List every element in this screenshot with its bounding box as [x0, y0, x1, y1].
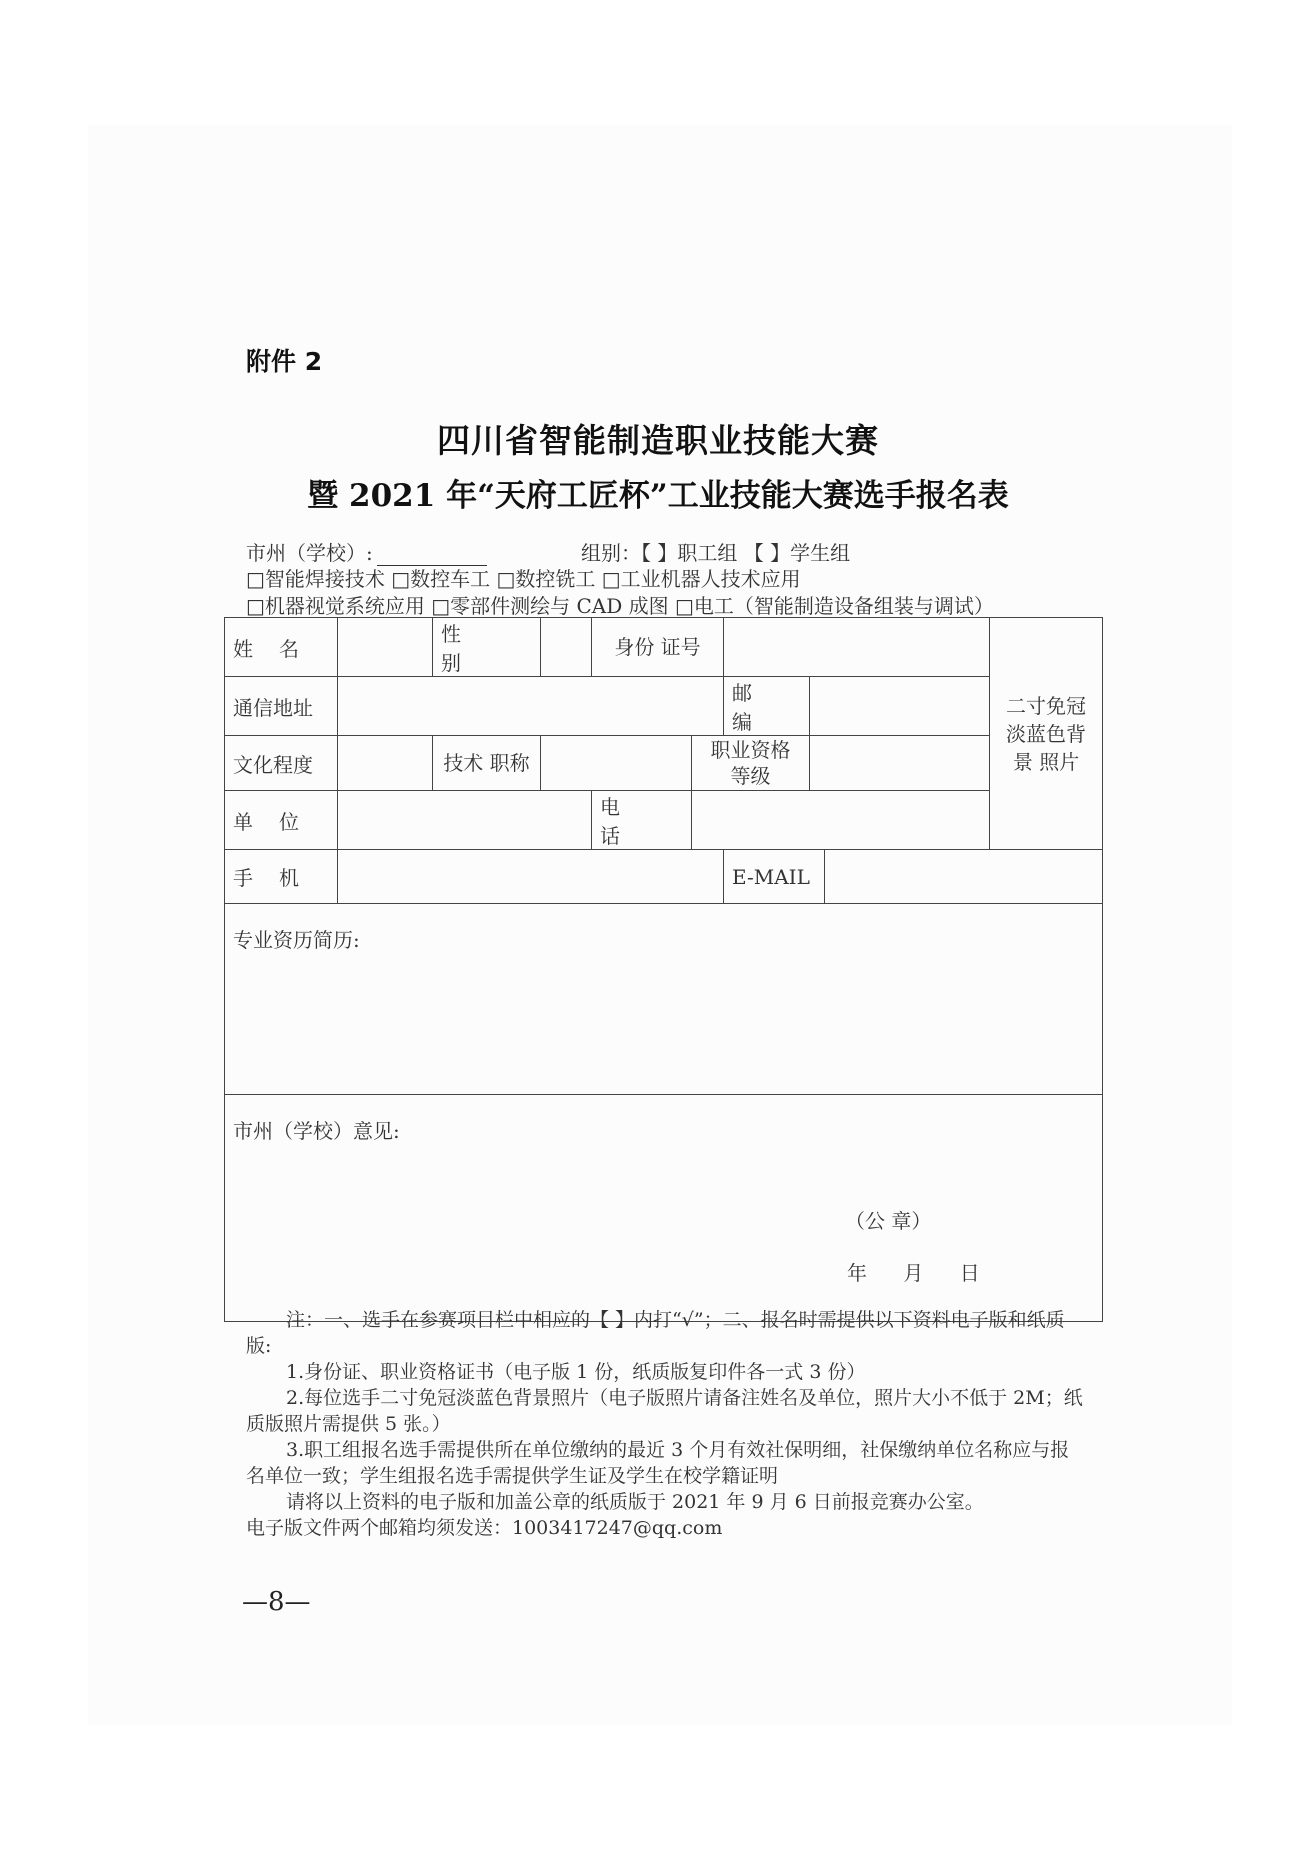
name-label: 姓名 [225, 618, 338, 677]
employer-label: 单位 [225, 791, 338, 850]
qualification-field[interactable] [810, 736, 990, 791]
resume-cell[interactable] [225, 904, 1103, 1095]
id-number-field[interactable] [724, 618, 990, 677]
resume-label: 专业资历简历: [233, 928, 360, 952]
registration-table [224, 617, 1103, 1322]
gender-field[interactable] [541, 618, 592, 677]
postcode-label: 邮编 [724, 677, 810, 736]
page-number: —8— [242, 1587, 311, 1617]
phone-label: 电话 [592, 791, 692, 850]
note-6: 电子版文件两个邮箱均须发送：1003417247@qq.com [246, 1517, 723, 1539]
email-field[interactable] [825, 850, 1103, 904]
seal-text: （公 章） [845, 1209, 932, 1233]
note-2: 1.身份证、职业资格证书（电子版 1 份，纸质版复印件各一式 3 份） [286, 1361, 866, 1383]
employer-field[interactable] [338, 791, 592, 850]
note-1: 注：一、选手在参赛项目栏中相应的【 】内打“√”；二、报名时需提供以下资料电子版和纸质版: [246, 1309, 1065, 1357]
event-options-line-2: □机器视觉系统应用 □零部件测绘与 CAD 成图 □电工（智能制造设备组装与调试） [246, 594, 994, 618]
city-label: 市州（学校）: [246, 541, 373, 565]
date-text: 年 月 日 [847, 1261, 980, 1285]
gender-label: 性别 [433, 618, 541, 677]
opinion-cell[interactable] [225, 1095, 1103, 1322]
postcode-field[interactable] [810, 677, 990, 736]
id-number-label: 身份 证号 [592, 618, 724, 677]
note-4: 3.职工组报名选手需提供所在单位缴纳的最近 3 个月有效社保明细，社保缴纳单位名称应与报名单位一致；学生组报名选手需提供学生证及学生在校学籍证明 [246, 1439, 1070, 1487]
sub-title: 暨 2021 年“天府工匠杯”工业技能大赛选手报名表 [307, 478, 1009, 514]
main-title: 四川省智能制造职业技能大赛 [437, 421, 879, 460]
photo-box: 二寸免冠 淡蓝色背景 照片 [990, 618, 1103, 850]
opinion-label: 市州（学校）意见: [233, 1119, 400, 1143]
education-field[interactable] [338, 736, 433, 791]
email-label: E-MAIL [724, 850, 825, 904]
group-options: 组别：【 】职工组 【 】学生组 [581, 541, 851, 565]
tech-title-field[interactable] [541, 736, 692, 791]
note-5: 请将以上资料的电子版和加盖公章的纸质版于 2021 年 9 月 6 日前报竞赛办公室。 [286, 1491, 984, 1513]
event-options-line-1: □智能焊接技术 □数控车工 □数控铣工 □工业机器人技术应用 [246, 567, 801, 591]
notes-section [246, 1307, 1084, 1541]
phone-field[interactable] [692, 791, 990, 850]
mobile-field[interactable] [338, 850, 724, 904]
address-field[interactable] [338, 677, 724, 736]
attachment-label: 附件 2 [246, 347, 323, 376]
note-3: 2.每位选手二寸免冠淡蓝色背景照片（电子版照片请备注姓名及单位，照片大小不低于 2M；纸质版照片需提供 5 张。） [246, 1387, 1083, 1435]
education-label: 文化程度 [225, 736, 338, 791]
name-field[interactable] [338, 618, 433, 677]
qualification-label: 职业资格 等级 [692, 736, 810, 791]
address-label: 通信地址 [225, 677, 338, 736]
tech-title-label: 技术 职称 [433, 736, 541, 791]
mobile-label: 手机 [225, 850, 338, 904]
city-group-line [246, 537, 851, 566]
